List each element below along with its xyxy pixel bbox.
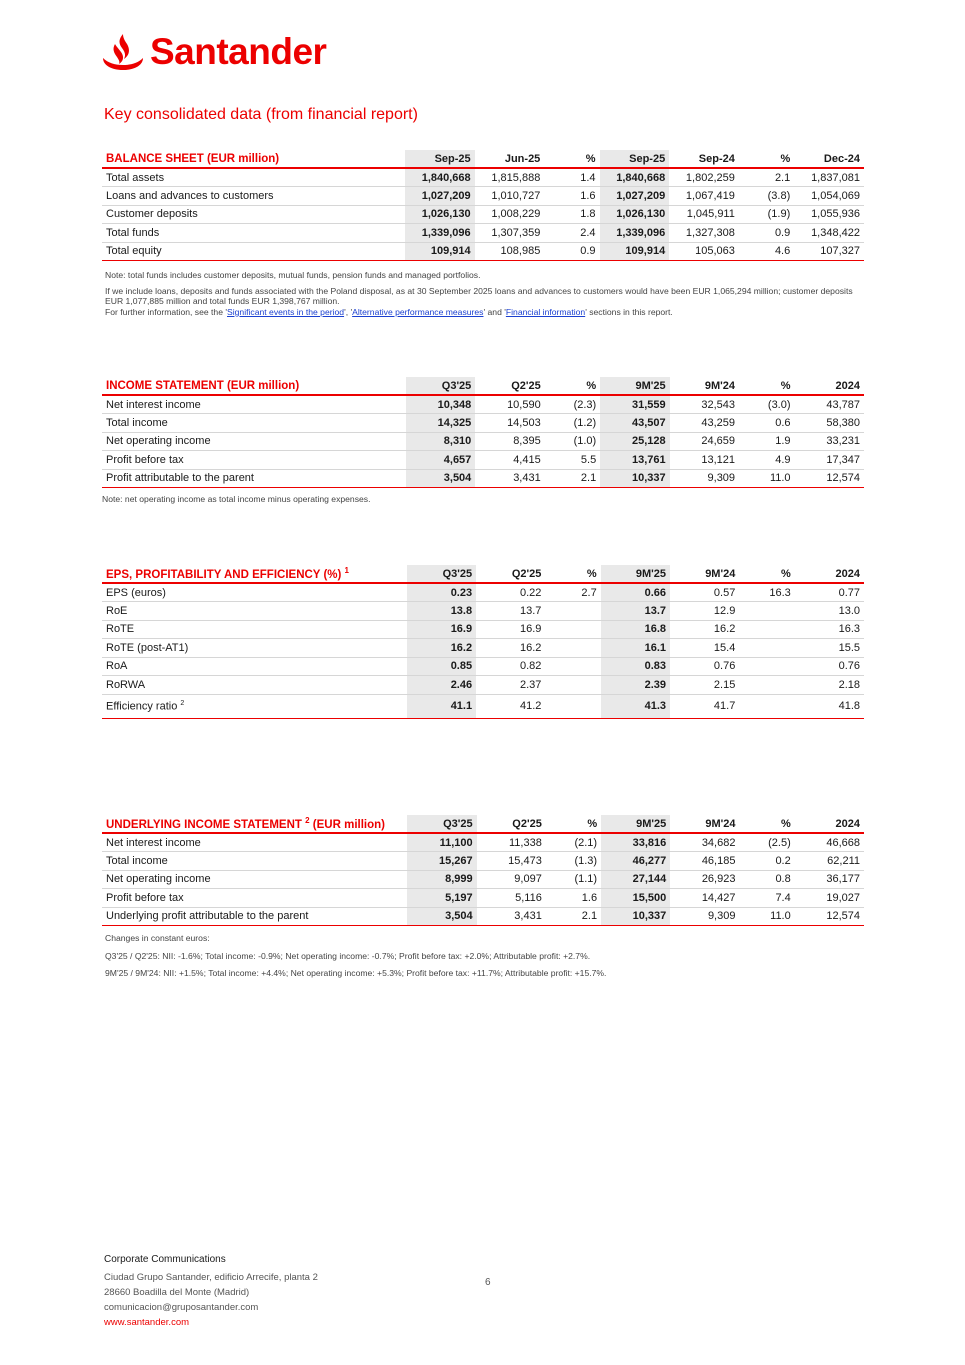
table-cell: 3,431 — [477, 907, 546, 926]
table-cell: 14,503 — [475, 414, 544, 433]
table-cell — [739, 657, 794, 676]
table-row — [102, 187, 864, 206]
column-header: Q3'25 — [407, 565, 476, 583]
column-header: 9M'25 — [601, 815, 670, 833]
table-cell: 2.4 — [544, 224, 599, 243]
column-header: 2024 — [795, 377, 864, 395]
row-label — [102, 694, 407, 718]
table-row — [102, 205, 864, 224]
table-cell: 16.9 — [407, 620, 476, 639]
column-header: 9M'24 — [670, 815, 739, 833]
table-cell: 46,668 — [795, 833, 864, 852]
page-number: 6 — [485, 1277, 491, 1288]
table-cell: 1.8 — [544, 205, 599, 224]
footer-website-link[interactable]: www.santander.com — [104, 1317, 190, 1328]
table-cell: 12,574 — [795, 907, 864, 926]
row-label — [102, 451, 406, 470]
table-cell: 2.1 — [545, 469, 600, 488]
table-title-text: EPS, PROFITABILITY AND EFFICIENCY (%) — [106, 568, 342, 581]
row-label — [102, 657, 407, 676]
table-cell: 15,500 — [601, 889, 670, 908]
row-label-text: Total income — [106, 416, 168, 429]
column-header: 2024 — [795, 565, 864, 583]
table-cell: (1.9) — [739, 205, 794, 224]
table-cell: 108,985 — [475, 242, 545, 261]
row-label — [102, 639, 407, 658]
column-header: Q2'25 — [476, 565, 545, 583]
column-header: Sep-24 — [669, 150, 739, 168]
table-cell: 5.5 — [545, 451, 600, 470]
footer-address-1: Ciudad Grupo Santander, edificio Arrecife, planta 2 — [104, 1272, 318, 1283]
table-cell: 1,327,308 — [669, 224, 739, 243]
column-header: % — [546, 815, 601, 833]
table-cell: 1,840,668 — [405, 168, 475, 187]
table-row — [102, 583, 864, 602]
table-cell: 41.3 — [601, 694, 670, 718]
table-row — [102, 833, 864, 852]
table-row — [102, 657, 864, 676]
table-cell: 15,473 — [477, 852, 546, 871]
table-cell: 1,837,081 — [794, 168, 864, 187]
income-statement-note: Note: net operating income as total income minus operating expenses. — [102, 494, 371, 504]
row-label — [102, 907, 407, 926]
row-label-text: RoE — [106, 604, 128, 617]
row-label — [102, 676, 407, 695]
table-cell: 0.2 — [739, 852, 794, 871]
table-title-text: INCOME STATEMENT (EUR million) — [106, 379, 300, 392]
row-label — [102, 187, 405, 206]
row-label — [102, 620, 407, 639]
row-label-text: Net operating income — [106, 873, 211, 886]
column-header: Sep-25 — [405, 150, 475, 168]
table-cell: 16.9 — [476, 620, 545, 639]
table-cell: 7.4 — [739, 889, 794, 908]
table-cell: (3.8) — [739, 187, 794, 206]
table-cell: 11.0 — [739, 907, 794, 926]
column-header: % — [739, 565, 794, 583]
column-header: Sep-25 — [600, 150, 670, 168]
row-label-text: RoA — [106, 660, 128, 673]
table-cell — [739, 639, 794, 658]
table-row — [102, 889, 864, 908]
table-cell: 2.15 — [670, 676, 739, 695]
table-header-row — [102, 150, 864, 168]
table-cell: 2.39 — [601, 676, 670, 695]
table-cell: 11.0 — [739, 469, 794, 488]
table-cell: 25,128 — [600, 432, 669, 451]
table-cell: 13,761 — [600, 451, 669, 470]
table-cell: 1.6 — [546, 889, 601, 908]
table-cell: 2.7 — [545, 583, 600, 602]
column-header: % — [545, 377, 600, 395]
eps-profitability-table — [102, 565, 864, 719]
column-header: Q2'25 — [477, 815, 546, 833]
table-cell: 105,063 — [669, 242, 739, 261]
table-cell: 3,504 — [406, 469, 475, 488]
underlying-income-table — [102, 815, 864, 926]
table-cell: 2.1 — [739, 168, 794, 187]
table-cell: (2.1) — [546, 833, 601, 852]
table-cell — [545, 694, 600, 718]
table-cell: 4.6 — [739, 242, 794, 261]
row-label-text: RoTE (post-AT1) — [106, 641, 189, 654]
table-cell: 0.23 — [407, 583, 476, 602]
table-cell: 27,144 — [601, 870, 670, 889]
table-title — [102, 150, 405, 168]
table-cell: 16.8 — [601, 620, 670, 639]
table-row — [102, 451, 864, 470]
table-cell: 14,325 — [406, 414, 475, 433]
balance-note-2: If we include loans, deposits and funds associated with the Poland disposal, as at 30 September 2025 loans and advances to customers would have been EUR 1,065,294 million; customer deposits EUR 1,077,885 million and total funds EUR 1,398,767 million. — [105, 285, 853, 306]
table-cell: 43,507 — [600, 414, 669, 433]
table-cell: 109,914 — [600, 242, 670, 261]
table-cell: (1.2) — [545, 414, 600, 433]
table-title-text: UNDERLYING INCOME STATEMENT — [106, 818, 302, 831]
table-row — [102, 469, 864, 488]
row-label-text: Profit attributable to the parent — [106, 472, 254, 485]
row-label-text: Total income — [106, 854, 168, 867]
table-header-row — [102, 565, 864, 583]
table-cell — [545, 620, 600, 639]
column-header: % — [544, 150, 599, 168]
table-cell: 10,337 — [600, 469, 669, 488]
footnote-marker: 1 — [344, 566, 349, 576]
table-cell: 0.85 — [407, 657, 476, 676]
table-cell: 1,815,888 — [475, 168, 545, 187]
table-cell: 1,055,936 — [794, 205, 864, 224]
table-cell: 62,211 — [795, 852, 864, 871]
row-label-text: Net operating income — [106, 435, 211, 448]
row-label — [102, 852, 407, 871]
table-cell: 1,840,668 — [600, 168, 670, 187]
column-header: 9M'25 — [601, 565, 670, 583]
table-cell: 1.9 — [739, 432, 794, 451]
table-cell: 19,027 — [795, 889, 864, 908]
table-cell: (1.1) — [546, 870, 601, 889]
row-label — [102, 833, 407, 852]
row-label-text: Underlying profit attributable to the parent — [106, 910, 309, 923]
table-cell: 12,574 — [795, 469, 864, 488]
balance-sheet-table — [102, 150, 864, 261]
table-cell — [545, 639, 600, 658]
table-cell: 16.2 — [407, 639, 476, 658]
row-label-text: Total funds — [106, 226, 160, 239]
footnote-marker: 2 — [180, 699, 185, 707]
table-cell: 13.0 — [795, 602, 864, 621]
table-cell — [739, 620, 794, 639]
row-label — [102, 583, 407, 602]
table-cell: 2.18 — [795, 676, 864, 695]
table-row — [102, 242, 864, 261]
table-cell — [545, 602, 600, 621]
footer-address-2: 28660 Boadilla del Monte (Madrid) — [104, 1287, 250, 1298]
table-cell: 43,259 — [670, 414, 739, 433]
table-cell: 32,543 — [670, 395, 739, 414]
table-cell: 15.5 — [795, 639, 864, 658]
table-cell: 0.8 — [739, 870, 794, 889]
table-row — [102, 432, 864, 451]
column-header: % — [739, 150, 794, 168]
row-label — [102, 469, 406, 488]
row-label — [102, 870, 407, 889]
table-cell: (2.5) — [739, 833, 794, 852]
table-cell — [739, 694, 794, 718]
table-cell: 1.4 — [544, 168, 599, 187]
row-label — [102, 395, 406, 414]
row-label — [102, 432, 406, 451]
row-label — [102, 242, 405, 261]
table-cell: 41.1 — [407, 694, 476, 718]
table-cell: (1.3) — [546, 852, 601, 871]
footer — [104, 1252, 318, 1330]
row-label-text: RoTE — [106, 623, 135, 636]
column-header: Q2'25 — [475, 377, 544, 395]
note-text: ' sections in this report. — [585, 306, 673, 317]
column-header: % — [739, 377, 794, 395]
table-cell: 1,027,209 — [405, 187, 475, 206]
row-label — [102, 168, 405, 187]
row-label-text: Customer deposits — [106, 208, 198, 221]
table-row — [102, 852, 864, 871]
table-row — [102, 620, 864, 639]
table-cell: 2.37 — [476, 676, 545, 695]
page-title: Key consolidated data (from financial report) — [104, 106, 418, 123]
table-cell: 10,590 — [475, 395, 544, 414]
table-cell: 33,231 — [795, 432, 864, 451]
table-title — [102, 565, 407, 583]
table-cell: 46,277 — [601, 852, 670, 871]
row-label-text: Profit before tax — [106, 453, 184, 466]
table-row — [102, 395, 864, 414]
table-header-row — [102, 377, 864, 395]
table-cell: 11,100 — [407, 833, 476, 852]
table-cell — [739, 676, 794, 695]
table-cell: 0.22 — [476, 583, 545, 602]
table-cell: 24,659 — [670, 432, 739, 451]
table-cell: 1,026,130 — [405, 205, 475, 224]
table-row — [102, 602, 864, 621]
table-cell: 1,045,911 — [669, 205, 739, 224]
table-cell: 0.76 — [670, 657, 739, 676]
row-label-text: EPS (euros) — [106, 586, 166, 599]
table-cell: 58,380 — [795, 414, 864, 433]
row-label — [102, 205, 405, 224]
column-header: % — [739, 815, 794, 833]
table-cell — [545, 657, 600, 676]
underlying-note-2: Q3'25 / Q2'25: NII: -1.6%; Total income: -0.9%; Net operating income: -0.7%; Profit before tax: +2.0%; Attributable profit: +2.7%. — [105, 950, 591, 961]
table-cell: 5,116 — [477, 889, 546, 908]
table-cell: 0.82 — [476, 657, 545, 676]
table-cell: 1,339,096 — [600, 224, 670, 243]
table-cell: 26,923 — [670, 870, 739, 889]
column-header: 2024 — [795, 815, 864, 833]
table-title-text: BALANCE SHEET (EUR million) — [106, 152, 280, 165]
table-cell: 36,177 — [795, 870, 864, 889]
table-row — [102, 168, 864, 187]
table-cell: 11,338 — [477, 833, 546, 852]
table-title — [102, 377, 406, 395]
table-row — [102, 676, 864, 695]
row-label-text: Efficiency ratio — [106, 700, 178, 713]
table-title-suffix: (EUR million) — [312, 818, 385, 831]
table-cell: 1,307,359 — [475, 224, 545, 243]
table-cell: 10,337 — [601, 907, 670, 926]
row-label-text: Net interest income — [106, 398, 201, 411]
table-row — [102, 224, 864, 243]
table-cell: 1,010,727 — [475, 187, 545, 206]
table-cell: (1.0) — [545, 432, 600, 451]
balance-sheet-note — [105, 270, 855, 317]
column-header: % — [545, 565, 600, 583]
table-cell: 41.2 — [476, 694, 545, 718]
table-row — [102, 907, 864, 926]
note-text: ', ' — [344, 306, 353, 317]
table-cell: 16.1 — [601, 639, 670, 658]
table-cell — [545, 676, 600, 695]
table-cell: 0.76 — [795, 657, 864, 676]
note-text: ' and ' — [483, 306, 506, 317]
flame-icon — [102, 32, 144, 72]
table-cell: 107,327 — [794, 242, 864, 261]
table-cell: 3,431 — [475, 469, 544, 488]
table-cell: 14,427 — [670, 889, 739, 908]
table-cell: 3,504 — [407, 907, 476, 926]
table-cell: 0.6 — [739, 414, 794, 433]
table-cell: 34,682 — [670, 833, 739, 852]
table-cell: 1,008,229 — [475, 205, 545, 224]
santander-logo — [102, 30, 326, 74]
row-label-text: Total equity — [106, 245, 162, 258]
table-cell: 16.3 — [739, 583, 794, 602]
row-label — [102, 414, 406, 433]
footnote-marker: 2 — [305, 816, 310, 826]
table-cell: 31,559 — [600, 395, 669, 414]
table-cell: 16.2 — [476, 639, 545, 658]
table-cell: 33,816 — [601, 833, 670, 852]
table-row — [102, 639, 864, 658]
balance-note-1: Note: total funds includes customer deposits, mutual funds, pension funds and managed portfolios. — [105, 270, 481, 280]
table-cell: 8,999 — [407, 870, 476, 889]
table-cell: 41.8 — [795, 694, 864, 718]
table-cell: 9,097 — [477, 870, 546, 889]
column-header: 9M'25 — [600, 377, 669, 395]
row-label — [102, 224, 405, 243]
table-cell: 4,657 — [406, 451, 475, 470]
link-alternative-performance-measures[interactable]: Alternative performance measures — [352, 306, 484, 317]
table-cell: 2.46 — [407, 676, 476, 695]
table-cell: 41.7 — [670, 694, 739, 718]
column-header: Jun-25 — [475, 150, 545, 168]
table-cell: 0.83 — [601, 657, 670, 676]
column-header: 9M'24 — [670, 377, 739, 395]
table-cell: 0.57 — [670, 583, 739, 602]
table-cell: 9,309 — [670, 469, 739, 488]
brand-name: Santander — [150, 31, 327, 72]
table-cell: 0.77 — [795, 583, 864, 602]
column-header: Dec-24 — [794, 150, 864, 168]
table-cell: 15,267 — [407, 852, 476, 871]
footer-email[interactable]: comunicacion@gruposantander.com — [104, 1302, 259, 1313]
income-statement-table — [102, 377, 864, 488]
table-cell: 4,415 — [475, 451, 544, 470]
table-cell: 8,310 — [406, 432, 475, 451]
link-financial-information[interactable]: Financial information — [505, 306, 586, 317]
table-cell: 9,309 — [670, 907, 739, 926]
row-label-text: RoRWA — [106, 678, 146, 691]
row-label-text: Total assets — [106, 171, 165, 184]
table-cell: 1,067,419 — [669, 187, 739, 206]
table-cell: 1,026,130 — [600, 205, 670, 224]
table-cell: 13.7 — [476, 602, 545, 621]
underlying-note-3: 9M'25 / 9M'24: NII: +1.5%; Total income: +4.4%; Net operating income: +5.3%; Profit before tax: +11.7%; Attributable profit: +15.7%. — [105, 968, 607, 978]
row-label-text: Net interest income — [106, 836, 201, 849]
column-header: Q3'25 — [406, 377, 475, 395]
table-header-row — [102, 815, 864, 833]
table-cell: 16.2 — [670, 620, 739, 639]
balance-note-3 — [105, 307, 855, 318]
row-label — [102, 602, 407, 621]
table-cell: 46,185 — [670, 852, 739, 871]
table-cell: 1.6 — [544, 187, 599, 206]
row-label — [102, 889, 407, 908]
table-cell: 0.9 — [739, 224, 794, 243]
table-cell: 1,802,259 — [669, 168, 739, 187]
table-cell: 1,348,422 — [794, 224, 864, 243]
table-cell: 17,347 — [795, 451, 864, 470]
column-header: Q3'25 — [407, 815, 476, 833]
table-cell: 2.1 — [546, 907, 601, 926]
table-cell: 43,787 — [795, 395, 864, 414]
table-title — [102, 815, 407, 833]
table-cell: 1,054,069 — [794, 187, 864, 206]
table-cell: 1,339,096 — [405, 224, 475, 243]
table-cell: 13,121 — [670, 451, 739, 470]
table-cell: 0.66 — [601, 583, 670, 602]
table-cell: 0.9 — [544, 242, 599, 261]
table-row — [102, 870, 864, 889]
table-cell — [739, 602, 794, 621]
row-label-text: Profit before tax — [106, 891, 184, 904]
table-cell: 5,197 — [407, 889, 476, 908]
table-cell: 4.9 — [739, 451, 794, 470]
table-cell: (2.3) — [545, 395, 600, 414]
row-label-text: Loans and advances to customers — [106, 189, 274, 202]
table-cell: 109,914 — [405, 242, 475, 261]
link-significant-events[interactable]: Significant events in the period — [227, 306, 345, 317]
table-cell: 13.7 — [601, 602, 670, 621]
table-row — [102, 694, 864, 718]
table-cell: 8,395 — [475, 432, 544, 451]
table-cell: 15.4 — [670, 639, 739, 658]
table-cell: (3.0) — [739, 395, 794, 414]
column-header: 9M'24 — [670, 565, 739, 583]
table-cell: 16.3 — [795, 620, 864, 639]
table-cell: 10,348 — [406, 395, 475, 414]
table-cell: 13.8 — [407, 602, 476, 621]
table-cell: 1,027,209 — [600, 187, 670, 206]
table-row — [102, 414, 864, 433]
note-text: For further information, see the ' — [105, 306, 228, 317]
table-cell: 12.9 — [670, 602, 739, 621]
footer-heading: Corporate Communications — [104, 1254, 226, 1265]
underlying-note-1: Changes in constant euros: — [105, 933, 210, 943]
underlying-note — [105, 933, 606, 979]
